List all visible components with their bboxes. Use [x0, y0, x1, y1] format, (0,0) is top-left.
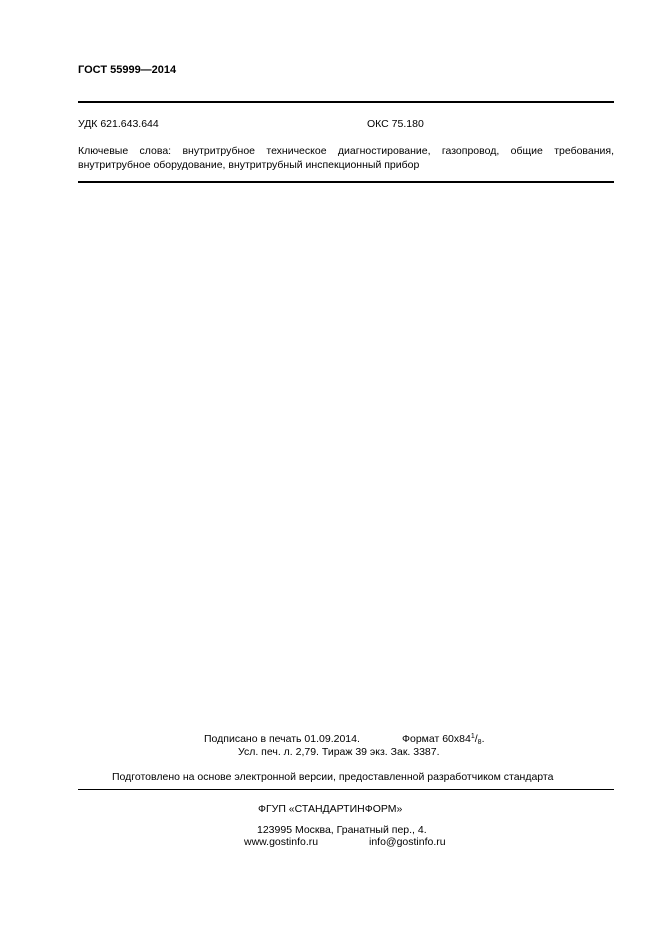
- keywords-divider: [78, 181, 614, 183]
- format-prefix: Формат 60х84: [402, 733, 471, 745]
- email-link[interactable]: info@gostinfo.ru: [369, 836, 446, 848]
- publisher-address: 123995 Москва, Гранатный пер., 4.: [257, 824, 427, 836]
- keywords-line-1: Ключевые слова: внутритрубное техническое диагностирование, газопровод, общие требования,: [78, 145, 614, 157]
- keywords-block: [78, 144, 614, 172]
- paper-format: [402, 733, 484, 745]
- format-slash: /: [474, 733, 478, 745]
- format-numerator: 1: [470, 733, 475, 740]
- oks-code: ОКС 75.180: [367, 118, 424, 130]
- bottom-divider: [78, 789, 614, 790]
- udk-code: УДК 621.643.644: [78, 118, 159, 130]
- keywords-line-2: внутритрубное оборудование, внутритрубный инспекционный прибор: [78, 159, 420, 171]
- format-denominator: 8: [477, 739, 482, 746]
- format-suffix: .: [481, 733, 485, 745]
- website-link[interactable]: www.gostinfo.ru: [244, 836, 319, 848]
- top-divider: [78, 101, 614, 103]
- print-info: Усл. печ. л. 2,79. Тираж 39 экз. Зак. 3387.: [238, 746, 440, 758]
- signed-date: Подписано в печать 01.09.2014.: [204, 733, 360, 745]
- publisher-name: ФГУП «СТАНДАРТИНФОРМ»: [258, 803, 403, 815]
- standard-code: ГОСТ 55999—2014: [78, 64, 177, 76]
- prepared-note: Подготовлено на основе электронной версии, предоставленной разработчиком стандарта: [112, 771, 554, 783]
